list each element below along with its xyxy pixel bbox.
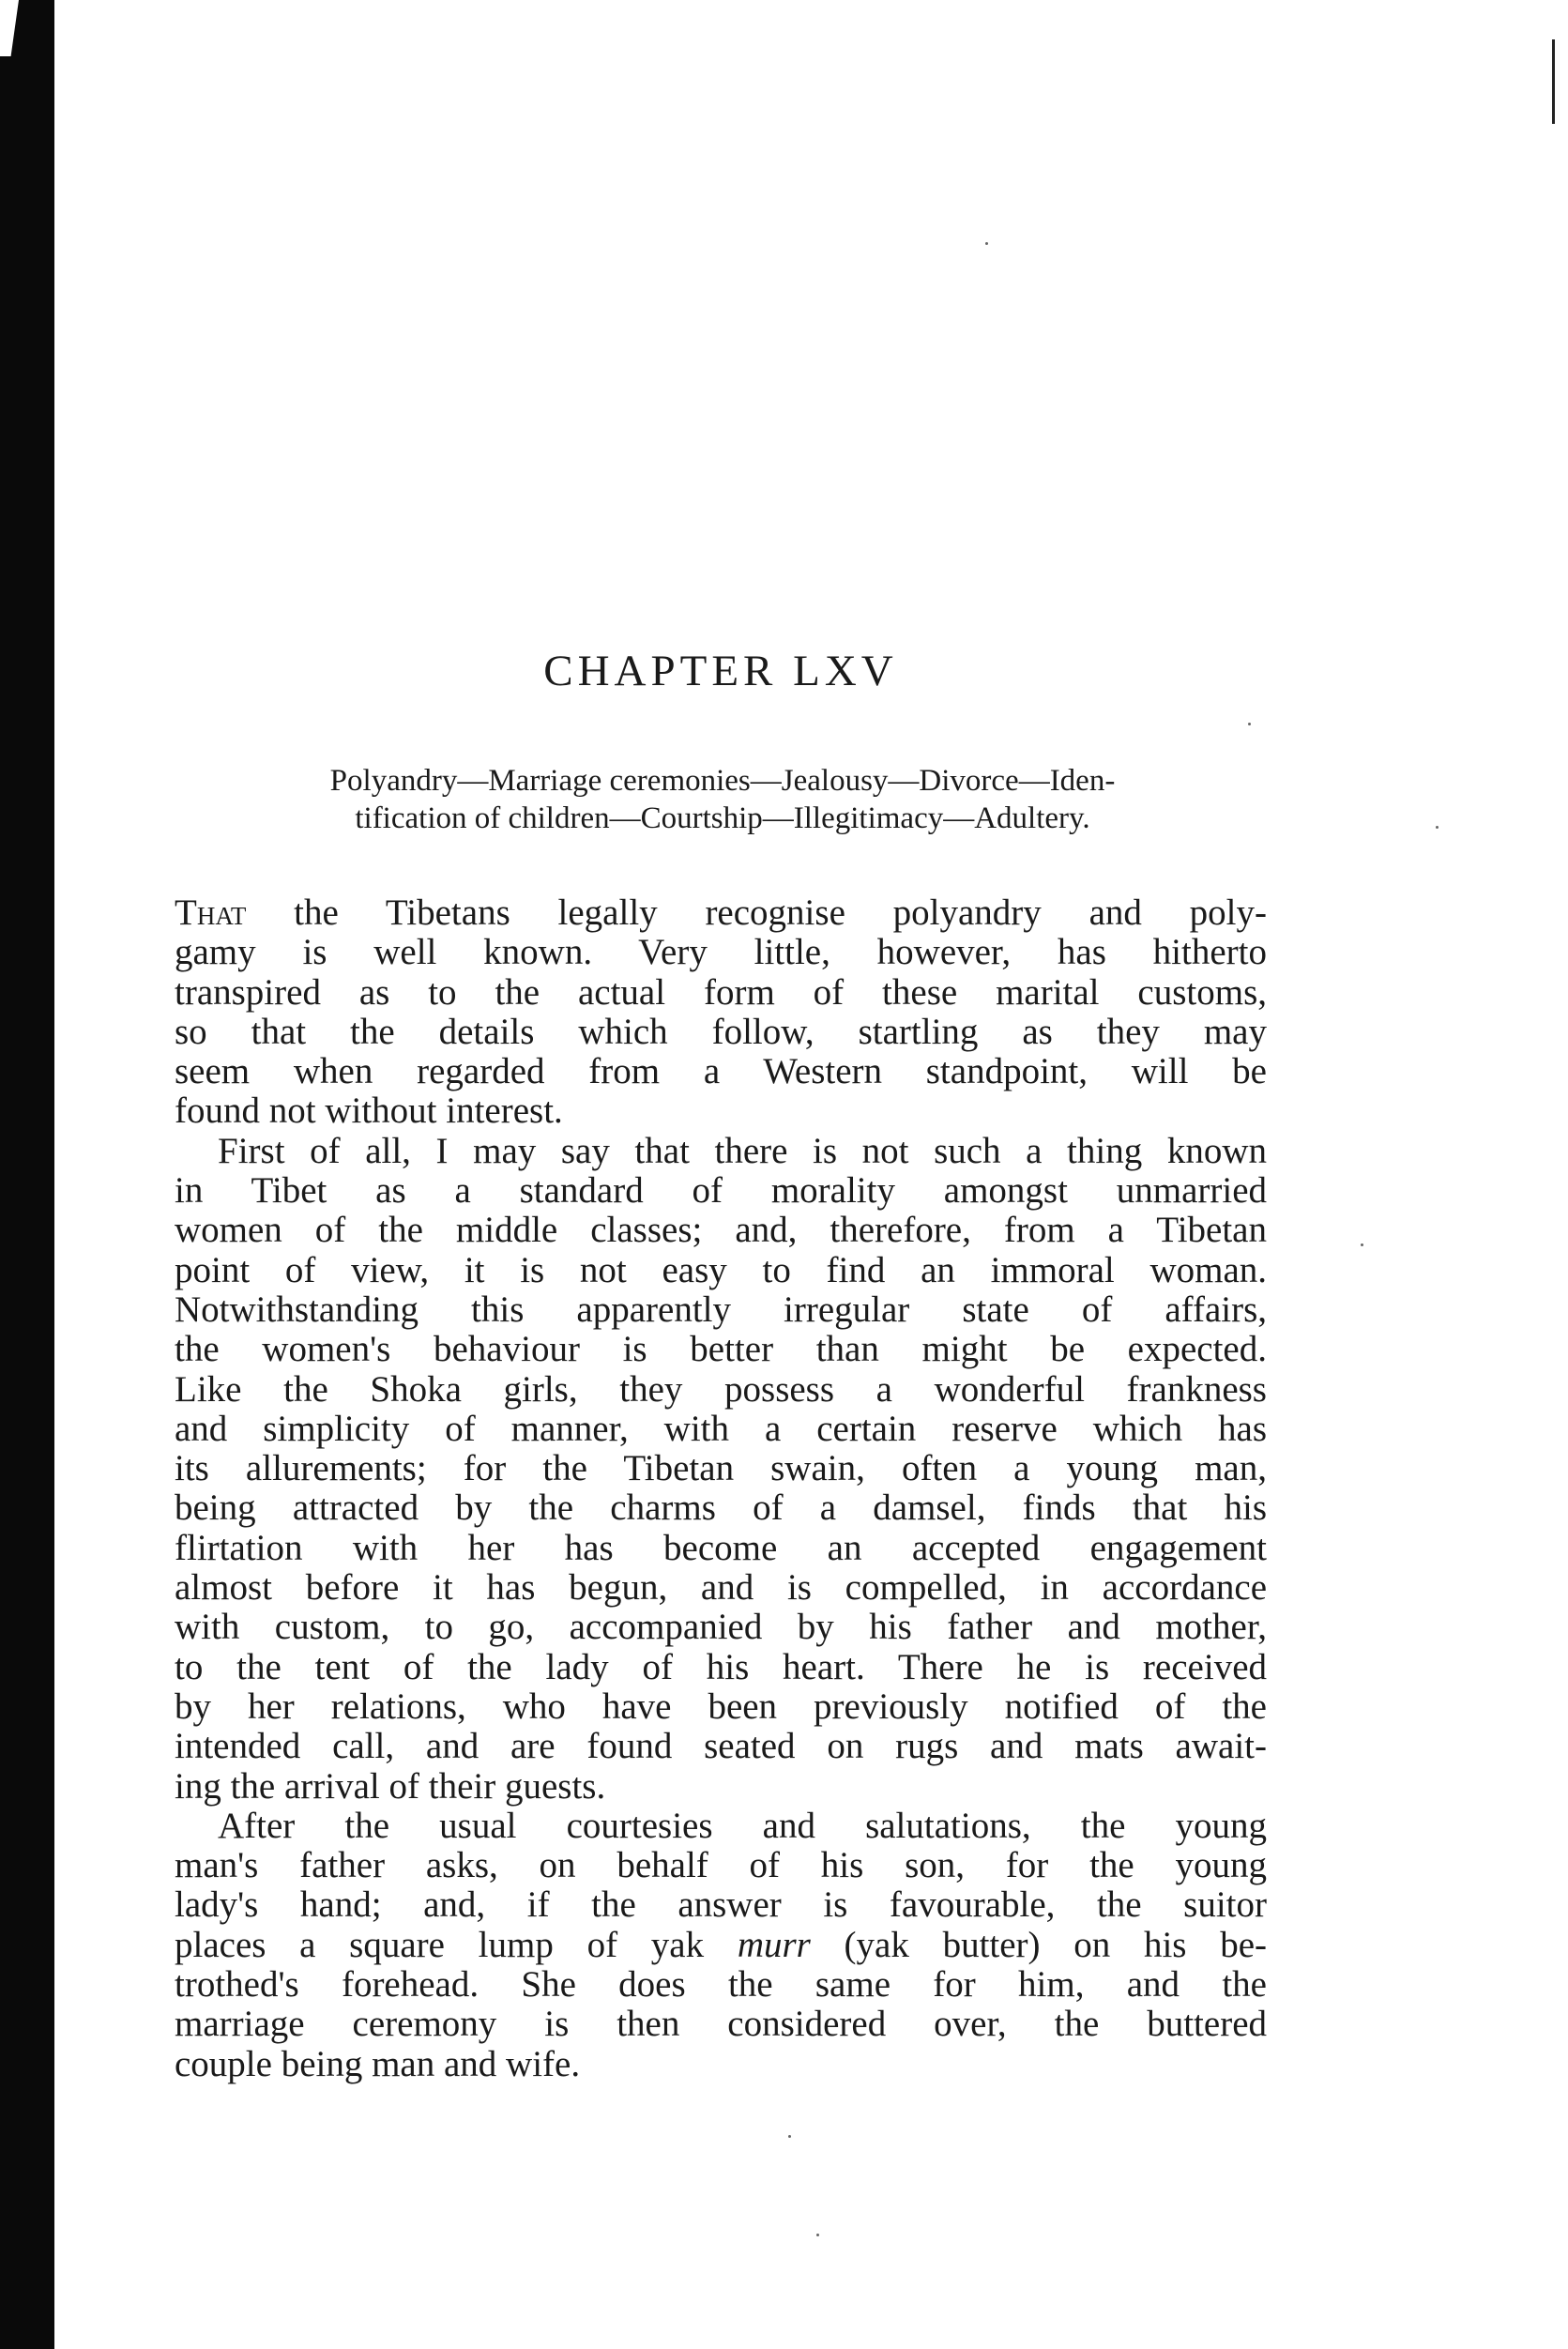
text-line: Notwithstanding this apparently irregular state of affairs, bbox=[175, 1289, 1267, 1330]
text-line: transpired as to the actual form of these marital customs, bbox=[175, 971, 1267, 1013]
text-fragment: (yak butter) on his be- bbox=[810, 1924, 1267, 1965]
scan-speck bbox=[816, 2234, 819, 2236]
text-line: point of view, it is not easy to find an immoral woman. bbox=[175, 1249, 1267, 1290]
text-line: flirtation with her has become an accepted engagement bbox=[175, 1527, 1267, 1568]
body-text bbox=[175, 893, 1267, 2084]
paragraph bbox=[175, 1132, 1267, 1807]
text-line: Like the Shoka girls, they possess a wonderful frankness bbox=[175, 1368, 1267, 1410]
text-line: found not without interest. bbox=[175, 1091, 563, 1132]
text-line: almost before it has begun, and is compelled, in accordance bbox=[175, 1567, 1267, 1609]
text-fragment: the Tibetans legally recognise polyandry and poly- bbox=[246, 892, 1267, 933]
scan-speck bbox=[1248, 723, 1251, 725]
edge-mark bbox=[1552, 39, 1555, 124]
text-line bbox=[175, 893, 1267, 933]
text-line: marriage ceremony is then considered over, the buttered bbox=[175, 2004, 1267, 2045]
opening-word: That bbox=[175, 892, 247, 933]
text-line: in Tibet as a standard of morality amongst unmarried bbox=[175, 1170, 1267, 1212]
chapter-synopsis bbox=[235, 762, 1210, 837]
text-line: First of all, I may say that there is not such a thing known bbox=[218, 1130, 1267, 1171]
italic-word: murr bbox=[737, 1924, 811, 1965]
scan-speck bbox=[788, 2135, 791, 2138]
scan-speck bbox=[1436, 826, 1439, 829]
text-line: lady's hand; and, if the answer is favourable, the suitor bbox=[175, 1884, 1267, 1926]
chapter-heading: CHAPTER LXV bbox=[543, 647, 898, 695]
text-line: being attracted by the charms of a damsel, finds that his bbox=[175, 1487, 1267, 1529]
text-line: and simplicity of manner, with a certain reserve which has bbox=[175, 1408, 1267, 1449]
scan-speck bbox=[1361, 1243, 1363, 1246]
binding-edge bbox=[0, 0, 54, 2349]
text-line: After the usual courtesies and salutations, the young bbox=[218, 1805, 1267, 1846]
text-line: seem when regarded from a Western standpoint, will be bbox=[175, 1051, 1267, 1092]
text-line: so that the details which follow, startling as they may bbox=[175, 1011, 1267, 1052]
text-line: intended call, and are found seated on rugs and mats await- bbox=[175, 1726, 1267, 1767]
synopsis-line: Polyandry—Marriage ceremonies—Jealousy—Divorce—Iden- bbox=[329, 764, 1116, 798]
text-line: ing the arrival of their guests. bbox=[175, 1765, 606, 1807]
text-fragment: places a square lump of yak bbox=[175, 1924, 738, 1965]
paragraph bbox=[175, 1807, 1267, 2084]
text-line: man's father asks, on behalf of his son, for the young bbox=[175, 1845, 1267, 1886]
text-line: gamy is well known. Very little, however, has hitherto bbox=[175, 932, 1267, 973]
synopsis-line: tification of children—Courtship—Illegitimacy—Adultery. bbox=[355, 801, 1090, 835]
text-line: by her relations, who have been previously notified of the bbox=[175, 1685, 1267, 1727]
text-line: couple being man and wife. bbox=[175, 2043, 581, 2084]
text-line: trothed's forehead. She does the same for him, and the bbox=[175, 1964, 1267, 2006]
scan-speck bbox=[985, 242, 988, 245]
text-line: women of the middle classes; and, therefore, from a Tibetan bbox=[175, 1210, 1267, 1251]
text-line: its allurements; for the Tibetan swain, often a young man, bbox=[175, 1448, 1267, 1489]
text-line bbox=[175, 1926, 1267, 1965]
text-line: the women's behaviour is better than might be expected. bbox=[175, 1329, 1267, 1370]
text-line: to the tent of the lady of his heart. There he is received bbox=[175, 1646, 1267, 1687]
paragraph bbox=[175, 893, 1267, 1132]
text-line: with custom, to go, accompanied by his father and mother, bbox=[175, 1607, 1267, 1648]
